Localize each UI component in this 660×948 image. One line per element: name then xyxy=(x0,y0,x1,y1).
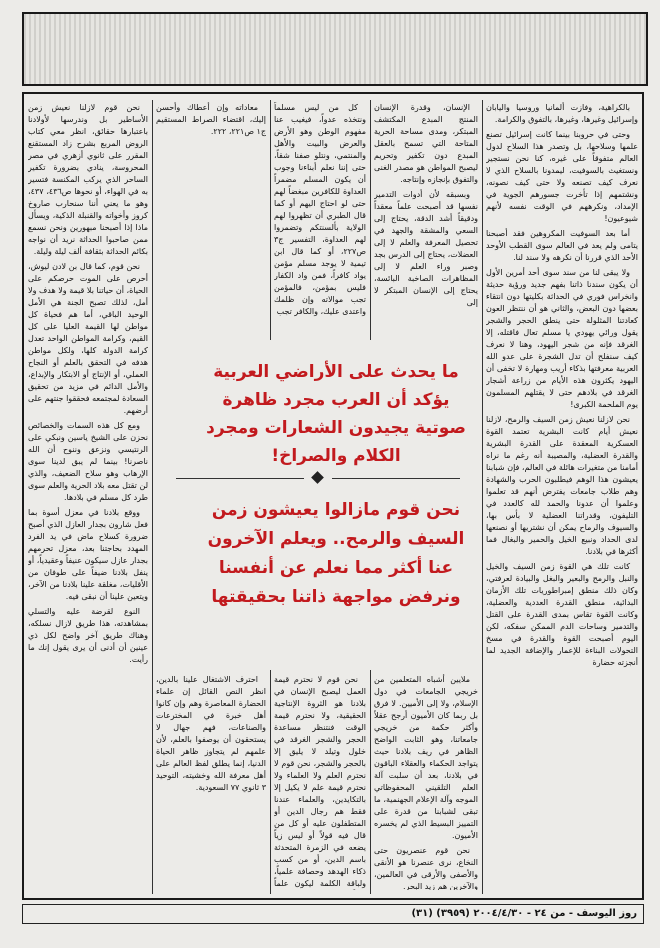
paragraph: ووقع بلادنا في معزل أسوة بما فعل شارون بجدار العازل الذي أصبح ضرورة كسلاح ماض في يد الفرد المهدد بحاجتنا بعد، معزل تحرمهم بجدار عازل سيكون عنيفاً وعقيدياً، أو ينفل بلادنا ضيفاً على طوفان من الأقليات، مغلقة علينا بلادنا من الآخر، ويتعين علينا أن نبقى فيه. xyxy=(28,508,148,601)
paragraph: نحن قوم لا نحترم قيمة العمل ليصبح الإنسان في بلادنا هو الثروة الإنتاجية الحقيقية، ولا نحترم قيمة الوقت فنتنظر مساعدة الحجر والشجر الغرقد في خلول وتيلد لا يليق إلا بالحجر والشجر، نحن قوم لا نحترم العلم ولا العلماء ولا نحترم قيمة علم لا يكيل إلا بالتكايدين، والعلماء عندنا فقط هم رجال الدين أو المتطفلون عليه أو كل من قال فيه قولاً أو ليس زياً يضعه في الزمرة المتحدثة باسم الدين، أو من كسب ذكاء الهدهد وحصافة علمياً، ولباقة الكلمة ليكون علماً xyxy=(274,675,366,888)
diamond-icon xyxy=(311,471,324,484)
paragraph: ملايين أشباه المتعلمين من خريجي الجامعات في دول الإسلام، ولا إلى الأميين. لا فرق بل ربما كان الأميون أرجح عقلاً وأكثر حكمة من خريجي جامعاتنا، وهو الثابت الواضح الظاهر في ريف بلادنا حيث يتواجد الحكماء والعقلاء الباقون في بلادنا، بعد أن سلبت آلة العلم التلقيني المحفوظاتي الموجه وآلة الإعلام الجهنمية، ما تبقى لشبابنا من قدرة على التمييز البسيط الذي لم يخسره الأميون. xyxy=(374,675,478,840)
article-column-2 xyxy=(156,102,266,338)
paragraph: نحن لازلنا نعيش زمن السيف والرمح، لازلنا نعيش أيام كانت البشرية تعتمد القوة العسكرية المعقدة على القدرة البشرية والقدرة العضلية، والمصيبة أنه رغم ما نراه أمامنا من متغيرات هائلة في العالم، فإن شبابنا يعيشون هذا الوهم فيطلبون الحرب والشهادة وهم طلاب جامعات يفترض أنهم قد تعلموا وعلموا أن عدونا والحمد لله كالعدد في التليفون، وقدراتنا العضلية لا بأس بها، والسيوف والرماح يمكن أن نشتريها أو نصنعها لدى الحداد ونبيع الخيل والحمير والبغال فما أكثرها في بلادنا. xyxy=(486,415,638,556)
article-frame xyxy=(22,92,644,900)
article-column-5 xyxy=(486,102,638,892)
pull-quote xyxy=(156,344,478,666)
divider xyxy=(156,472,478,486)
paragraph: الإنسان، وقدرة الإنسان المنتج المبدع المكتشف المبتكر، ومدى مساحة الحرية المتاحة التي تسمح بالعقل المبدع دون تكفير وتحريم ليصبح المواطن هو مصدر الغنى والتفوق بإنجازه وإنتاجه. xyxy=(374,103,478,184)
pull-quote-bottom: نحن قوم مازالوا يعيشون زمن السيف والرمح.. ويعلم الآخرون عنا أكثر مما نعلم عن أنفسنا ونرفض مواجهة ذاتنا بحقيقتها xyxy=(207,500,465,607)
paragraph: نحن قوم، كما قال بن لادن ليوش، أحرص على الموت حرصكم على الحياة، أن حياتنا بلا قيمة ولا هدف ولا أمل، لذلك تصبح الجنة هي الأمل الوحيد الباقي، أما هم فحياة كل مواطن لها القيمة العليا على كل القيم، وكرامة المواطن الواحد تعدل كرامة الدولة كلها، ولكل مواطن هدفه في التحقق بالعلم أو النجاح العملي، أو الإنتاج أو الابتكار والإبداع، والأمل الدائم في مزيد من تحقيق السعادة لمجتمعه فحققوا جنتهم على أرضهم. xyxy=(28,262,148,415)
column-rule xyxy=(152,100,153,894)
page-footer: روز اليوسف - من ٢٤ - ٢٠٠٤/٤/٣٠ (٣٩٥٩) (٣١) xyxy=(22,904,644,924)
column-rule xyxy=(482,100,483,894)
paragraph: أما بعد السوفيت المكروهين فقد أصبحنا يتامى ولم يعد في العالم سوى القطب الأوحد الأحد الذي قررنا أن نكرهه ولا سند لنا. xyxy=(486,229,638,262)
article-column-4 xyxy=(374,102,478,338)
paragraph: كانت تلك هي القوة زمن السيف والخيل والنبل والرمح والبعير والبغل والبيادة لعرفتي، وكان ذلك منطق إمبراطوريات تلك الأزمان البدائية، منطق القدرة العددية والعضلية، وكانت القوة تقاس بمدى القدرة على القتل والتدمير وساحات الدم الممكن سفكه، لكن اليوم أصبحت القوة والقدرة في مسخ التحولات البناءة للإعمار والإضافة الجديد لما أنجزته حضارة xyxy=(486,562,638,667)
paragraph: وبسبقه لأن أدوات التدمير نفسها قد أصبحت علماً معقداً ودقيقاً أشد الدقة، يحتاج إلى السعي والمشقة والجهد في تحصيل المعرفة والعلم لا إلى العضلات، يحتاج إلى الدرس بجد وصبر وراء العلم لا إلى المظاهرات الصاخبة البائسة، يحتاج إلى الإنسان المبتكر لا إلى xyxy=(374,190,478,307)
article-column-3-lower xyxy=(274,674,366,890)
paragraph: النوع لقرضة عليه والتسلي بمشاهدته، هذا طريق لازال نسلكه، وهناك طريق آخر واضح لكل ذي عينين أن أدنى أن يرى يقول إنك ما رأيت. xyxy=(28,607,148,664)
paragraph: ولا يبقى لنا من سند سوى أحد أمرين الأول أن يكون سندنا ذاتنا بفهم جديد ورؤية حديثة وانخراس فوري في الحداثة بكليتها دون انتقاء بعضها دون البعض، والثاني هو أن ننتظر العون كعادتنا المثلولة حتى ينطق الحجر والشجر يقول ورائي يهودي يا مسلم تعال فاقتله، إلا الغرقد فإنه من شجر اليهود، وهنا لا نعرف كيف سنفلح أن تدل الشجرة على عدو الله العربية معرفتها بذكاء أريب ومهارة لا تخفى أن اليهود يكثرون هذه الأيام من زراعة أشجار الغرقد في بلادهم حتى لا يقتلهم المسلمون يوم الملحمة الكبرى! xyxy=(486,268,638,409)
column-rule xyxy=(270,100,271,340)
article-column-2-lower xyxy=(156,674,266,890)
paragraph: ومع كل هذه السمات والخصائص نحزن على الشيخ ياسين ونبكي على الرنتيسي ونزعق وننوح أن الله ناصرنا! بينما لم يبق لدينا سوى الإرهاب وهو سلاح الضعيف، والذي لن تقتل معه بلاد الحرية والعلم سوى طرد كل مسلم في بلادها. xyxy=(28,421,148,502)
article-column-1 xyxy=(28,102,148,892)
paragraph: معاداته وإن أعطاك وأحسن إليك، اقتضاء الصراط المستقيم ج١ ص٢٢١، ٢٢٢. xyxy=(156,103,266,136)
header-decoration xyxy=(22,12,648,86)
column-rule xyxy=(370,100,371,340)
paragraph: وحتى في حروبنا بينما كانت إسرائيل تصنع علمها وسلاحها، بل وتصدر هذا السلاح لدول العالم متفوقاً على غيره، كنا نحن نستجير ونستغيث بالسوفيت، ليمدونا بالسلاح الذي لا نعرف كيف تصنعه ولا حتى كيف نصونه، ونشتمهم إذا تأخرت جسورهم الجوية في الإمداد، ونكرههم في الوقت نفسه لأنهم شيوعيون! xyxy=(486,130,638,223)
paragraph: كل من ليس مسلماً ونتخذه عدواً، فيغيب عنا مفهوم الوطن وهو الأرض والعرض والبيت والأهل والمنتمي، ونتلو صفنا شقاً، حتى إننا نعلم أبناءنا وجوب أن يكون المسلم مضمراً العداوة للكافرين مبغضاً لهم حتى لو احتاج اليهم أو كما قال الطبري أن تظهروا لهم الولاية بألسنتكم وتضمروا لهم العداوة، التفسير ج٣ ص٢٢٧، أو كما قال ابن تيمية لا يوجد مسلم مؤمن يواد كافراً، فمن واد الكفار فليس بمؤمن، فالمؤمن تجب موالاته وإن ظلمك واعتدى عليك، والكافر تجب xyxy=(274,103,366,316)
pull-quote-top: ما يحدث على الأراضي العربية يؤكد أن العرب مجرد ظاهرة صوتية يجيدون الشعارات ومجرد الكلام والصراخ! xyxy=(206,362,466,466)
article-column-3 xyxy=(274,102,366,338)
column-rule xyxy=(270,670,271,894)
divider-line xyxy=(332,478,460,479)
paragraph: بالكراهية، وفازت ألمانيا وروسيا واليابان وإسرائيل وغيرها، وغيرها، بالتفوق والكرامة. xyxy=(486,103,638,124)
paragraph: احترف الاشتغال علينا بالدين، انظر النص القائل إن علماء الحضارة المعاصرة وهم وإن كانوا أهل خبرة في المخترعات والصناعات، فهم جهال لا يستحقون أن يوصفوا بالعلم، لأن علمهم لم يتجاوز ظاهر الحياة الدنيا، إنما يطلق لفظ العالم على أهل معرفة الله وخشيته، التوحيد ٣ ثانوي ٧٧ السعودية. xyxy=(156,675,266,792)
paragraph: نحن قوم لازلنا نعيش زمن الأساطير بل وندرسها لأولادنا باعتبارها حقائق، انظر معي كتاب الروض المربع بشرح زاد المستقنع المقرر على ثانوي أزهري في مصر المحروسة، ينادي بضرورة تكفير الساحر الذي يركب المكنسة فتسير به في الهواء، أو نحوها ص٤٣٦، ٤٣٧، وهو ما يعني أننا سنحارب صاروخ كروز وأخواته والقنبلة الذكية، ويسأل ماذا إذا أصبحنا مبهورين ونحن نسمع ممن صاحبوا الحداثة نريد أن نواجه بكائم الحداثة بثقافة ألف ليلة وليلة. xyxy=(28,103,148,256)
paragraph: نحن قوم عنصريون حتى النخاع، نرى عنصرنا هو الأنقى والأصفى والأرقى في العالمين، والآخرين هم زيد البحر. xyxy=(374,846,478,890)
column-rule xyxy=(370,670,371,894)
article-column-4-lower xyxy=(374,674,478,890)
divider-line xyxy=(176,478,304,479)
